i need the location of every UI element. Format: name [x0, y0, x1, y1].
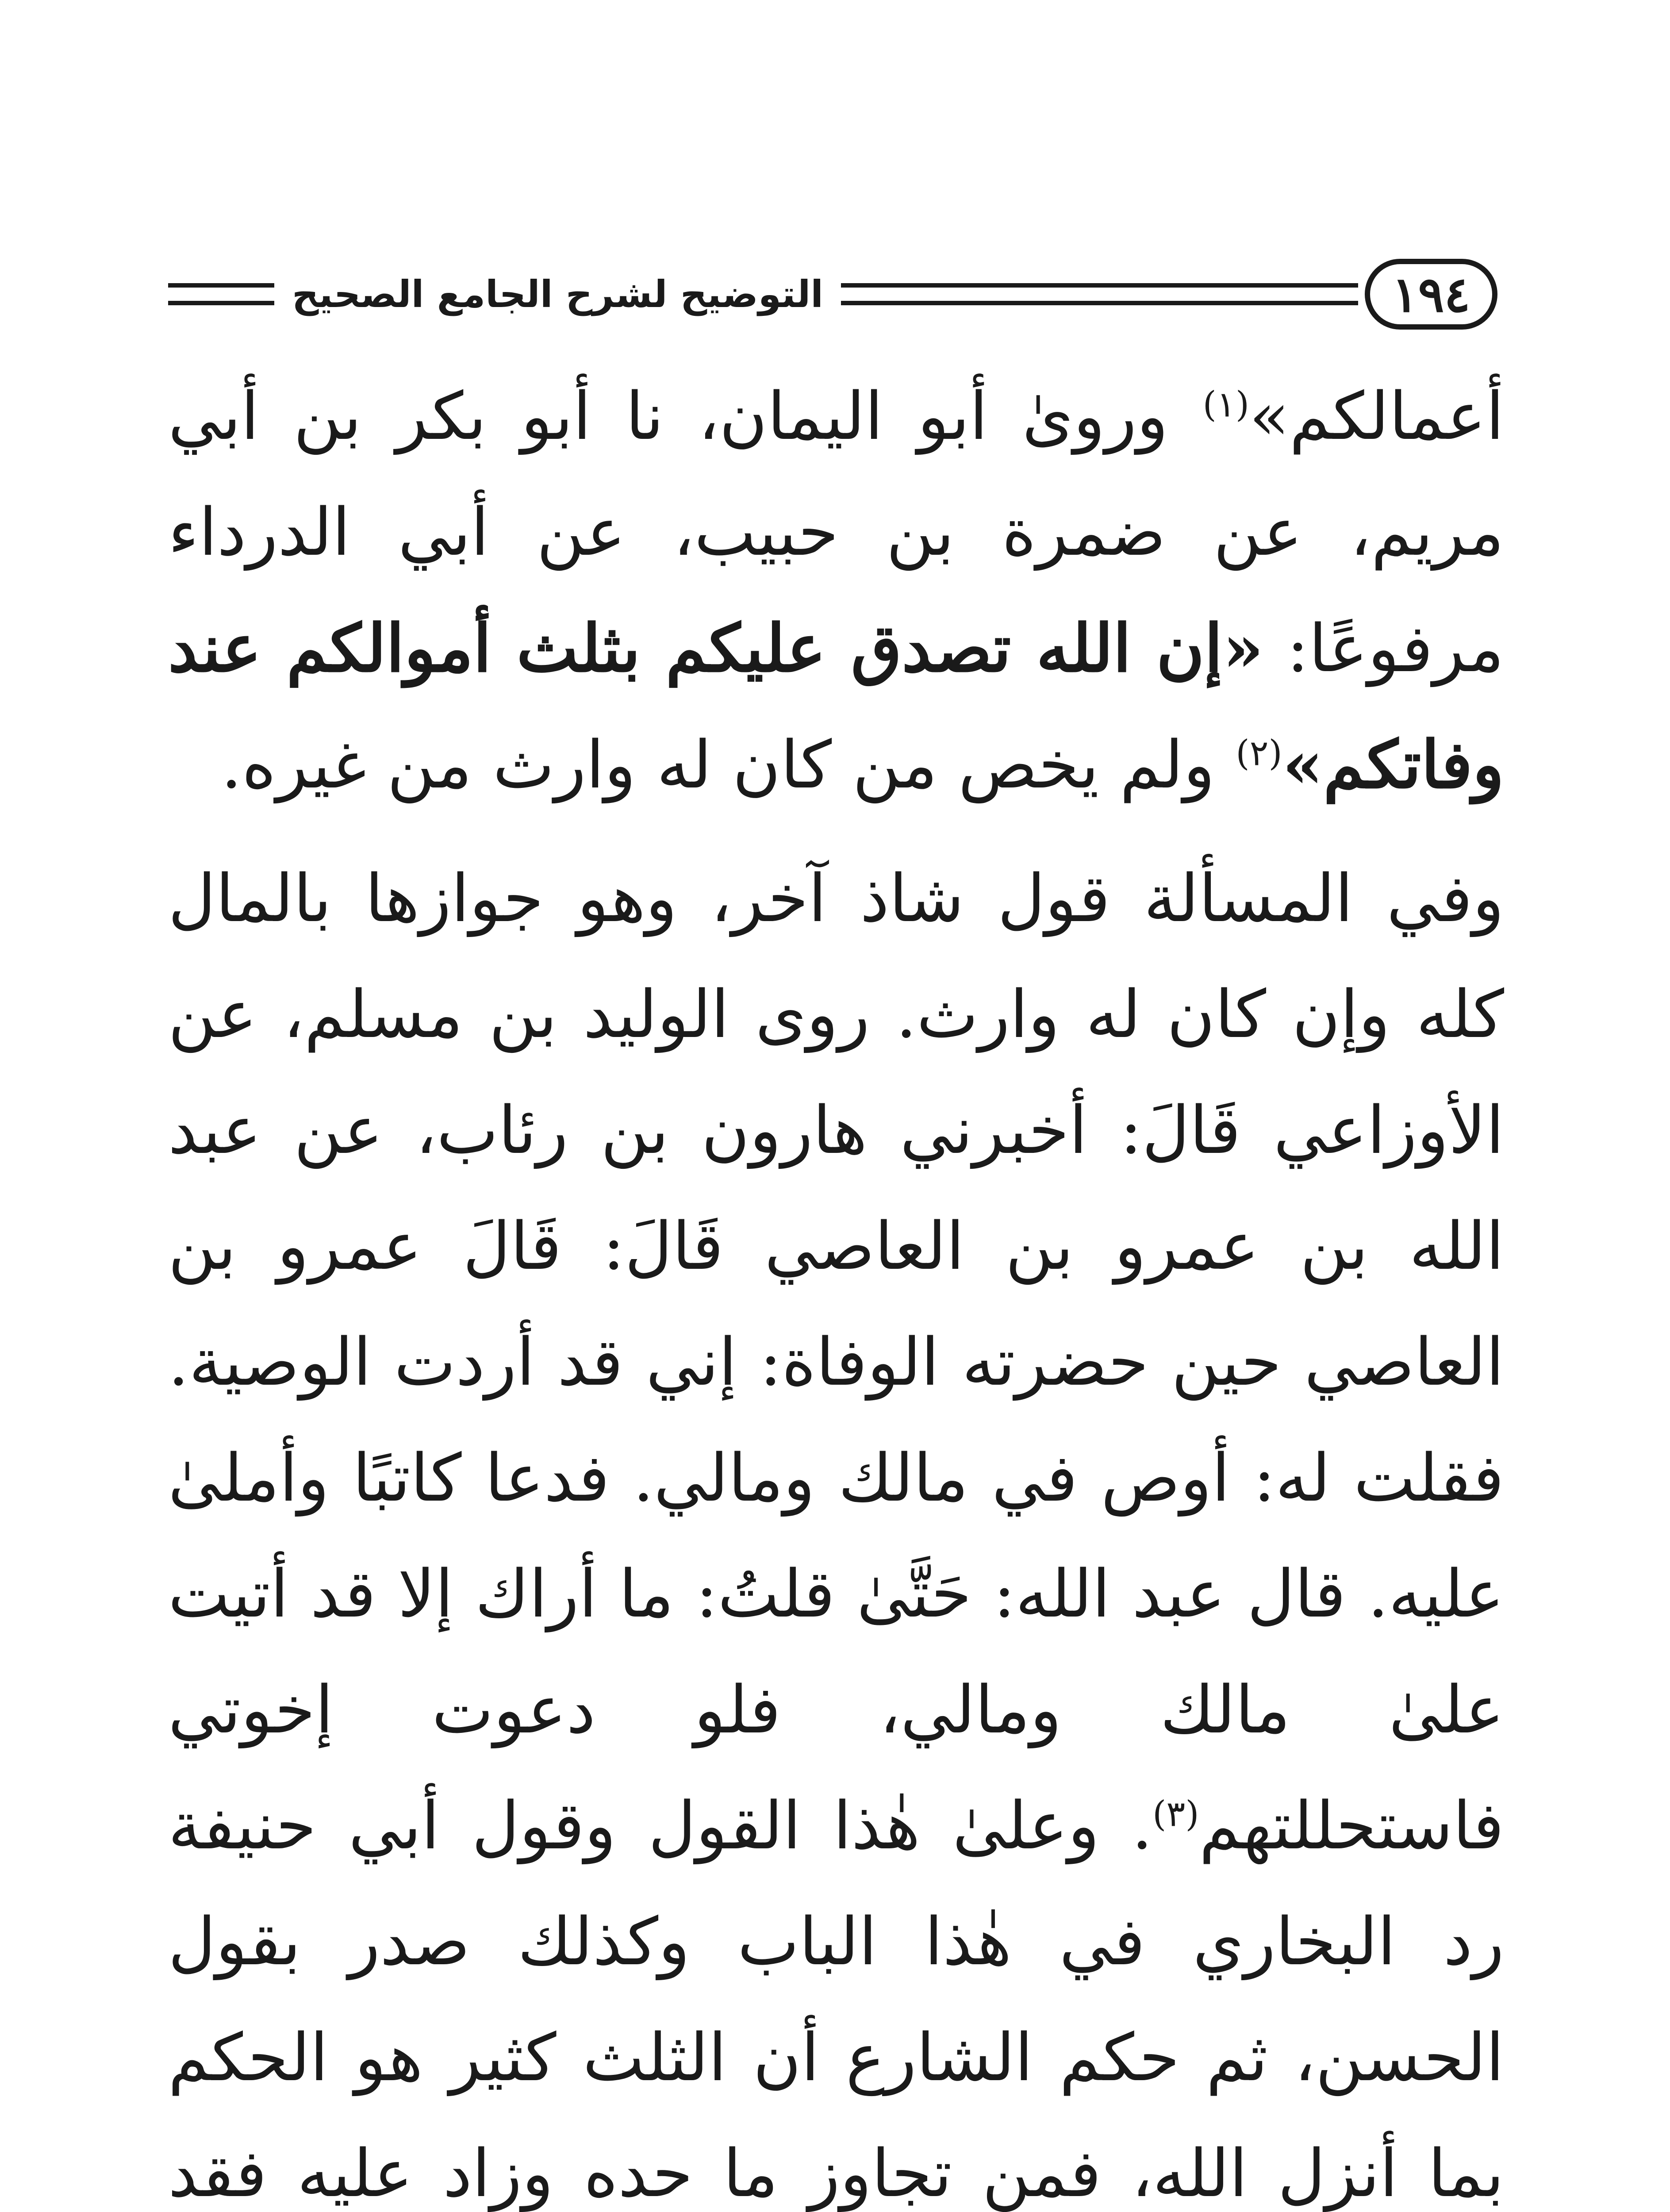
page-number-badge: [1358, 252, 1504, 336]
hadith-quote: «إن الله تصدق عليكم بثلث أموالكم عند وفاتكم»: [168, 610, 1504, 803]
header-rule-right: [841, 283, 1358, 305]
paragraph-1: [168, 358, 1504, 823]
text-run: وعلىٰ هٰذا القول وقول أبي حنيفة رد البخاري في هٰذا الباب وكذلك صدر بقول الحسن، ثم حكم الشارع أن الثلث كثير هو الحكم بما أنزل الله، فمن تجاوز ما حده وزاد عليه فقد: [168, 1788, 1504, 2212]
text-run: .: [1132, 1788, 1153, 1864]
page-number: ١٩٤: [1365, 259, 1497, 330]
page-header: [168, 248, 1504, 341]
text-run: ولم يخص من كان له وارث من غيره.: [221, 727, 1236, 803]
footnote-ref-3[interactable]: (٣): [1152, 1793, 1199, 1835]
text-run: وروىٰ أبو اليمان، نا أبو بكر بن أبي مريم، عن ضمرة بن حبيب، عن أبي الدرداء مرفوعًا:: [168, 378, 1504, 687]
footnote-ref-1[interactable]: (١): [1202, 384, 1250, 425]
header-rule-left: [168, 283, 274, 305]
text-run: وفي المسألة قول شاذ آخر، وهو جوازها بالمال كله وإن كان له وارث. روى الوليد بن مسلم، عن الأوزاعي قَالَ: أخبرني هارون بن رئاب، عن عبد الله بن عمرو بن العاصي قَالَ: قَالَ عمرو بن العاصي حين حضرته الوفاة: إني قد أردت الوصية. فقلت له: أوص في مالك ومالي. فدعا كاتبًا وأملىٰ عليه. قال عبد الله: حَتَّىٰ قلتُ: ما أراك إلا قد أتيت علىٰ مالك ومالي، فلو دعوت إخوتي فاستحللتهم: [168, 860, 1504, 1864]
paragraph-2: [168, 841, 1504, 2212]
text-run: أعمالكم»: [1249, 378, 1504, 454]
footnote-ref-2[interactable]: (٢): [1236, 732, 1282, 774]
main-text: [168, 358, 1504, 2212]
book-page: [168, 248, 1504, 2212]
book-title: التوضيح لشرح الجامع الصحيح: [292, 273, 824, 316]
